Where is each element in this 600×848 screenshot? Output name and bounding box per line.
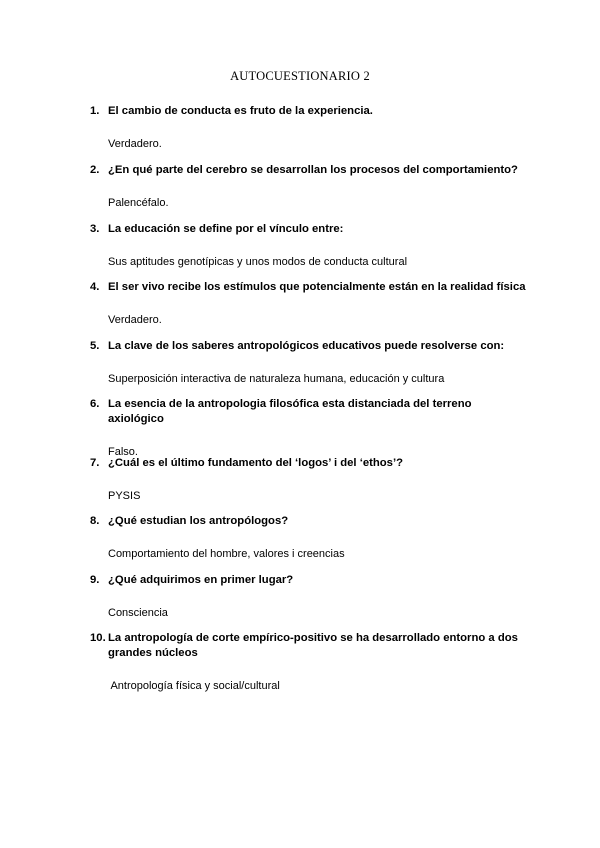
question (90, 631, 530, 661)
question-text: ¿Cuál es el último fundamento del ‘logos’ i del ‘ethos’? (108, 457, 404, 469)
question-text: ¿Qué estudian los antropólogos? (108, 515, 289, 527)
answer: Superposición interactiva de naturaleza humana, educación y cultura (108, 373, 445, 385)
question-number: 4. (90, 281, 100, 293)
question-number: 2. (90, 164, 100, 176)
question-item-8 (90, 514, 530, 561)
question-number: 8. (90, 515, 100, 527)
answer: Falso. (108, 446, 138, 458)
question (90, 104, 530, 119)
question-text: La antropología de corte empírico-positivo se ha desarrollado entorno a dos grandes núcleos (108, 632, 518, 659)
question (90, 280, 530, 295)
question-number: 1. (90, 105, 100, 117)
question (90, 514, 530, 529)
answer: Consciencia (108, 607, 168, 619)
question (90, 573, 530, 588)
question-item-10 (90, 631, 530, 693)
question-item-1 (90, 104, 530, 151)
answer: Comportamiento del hombre, valores i creencias (108, 548, 345, 560)
question (90, 397, 530, 427)
question-item-5 (90, 339, 530, 386)
answer: Palencéfalo. (108, 197, 169, 209)
question-text: La esencia de la antropologia filosófica esta distanciada del terreno axiológico (108, 398, 472, 425)
answer: Verdadero. (108, 138, 162, 150)
question-text: La clave de los saberes antropológicos educativos puede resolverse con: (108, 340, 505, 352)
question-number: 9. (90, 574, 100, 586)
question (90, 222, 530, 237)
question (90, 456, 530, 471)
question-text: La educación se define por el vínculo entre: (108, 223, 344, 235)
question-item-9 (90, 573, 530, 620)
document-title: AUTOCUESTIONARIO 2 (230, 69, 370, 83)
question (90, 339, 530, 354)
answer: PYSIS (108, 490, 141, 502)
question-number: 5. (90, 340, 100, 352)
question-item-6 (90, 397, 530, 459)
question-number: 7. (90, 457, 100, 469)
question-item-3 (90, 222, 530, 269)
question-number: 10. (90, 632, 106, 644)
question-item-2 (90, 163, 530, 210)
question-number: 3. (90, 223, 100, 235)
answer: Sus aptitudes genotípicas y unos modos de conducta cultural (108, 256, 408, 268)
question (90, 163, 530, 178)
question-item-7 (90, 456, 530, 503)
answer: Verdadero. (108, 314, 162, 326)
question-item-4 (90, 280, 530, 327)
question-text: El cambio de conducta es fruto de la experiencia. (108, 105, 373, 117)
question-text: El ser vivo recibe los estímulos que potencialmente están en la realidad física (108, 281, 526, 293)
answer: Antropología física y social/cultural (108, 680, 280, 692)
question-text: ¿En qué parte del cerebro se desarrollan los procesos del comportamiento? (108, 164, 518, 176)
question-number: 6. (90, 398, 100, 410)
question-text: ¿Qué adquirimos en primer lugar? (108, 574, 294, 586)
